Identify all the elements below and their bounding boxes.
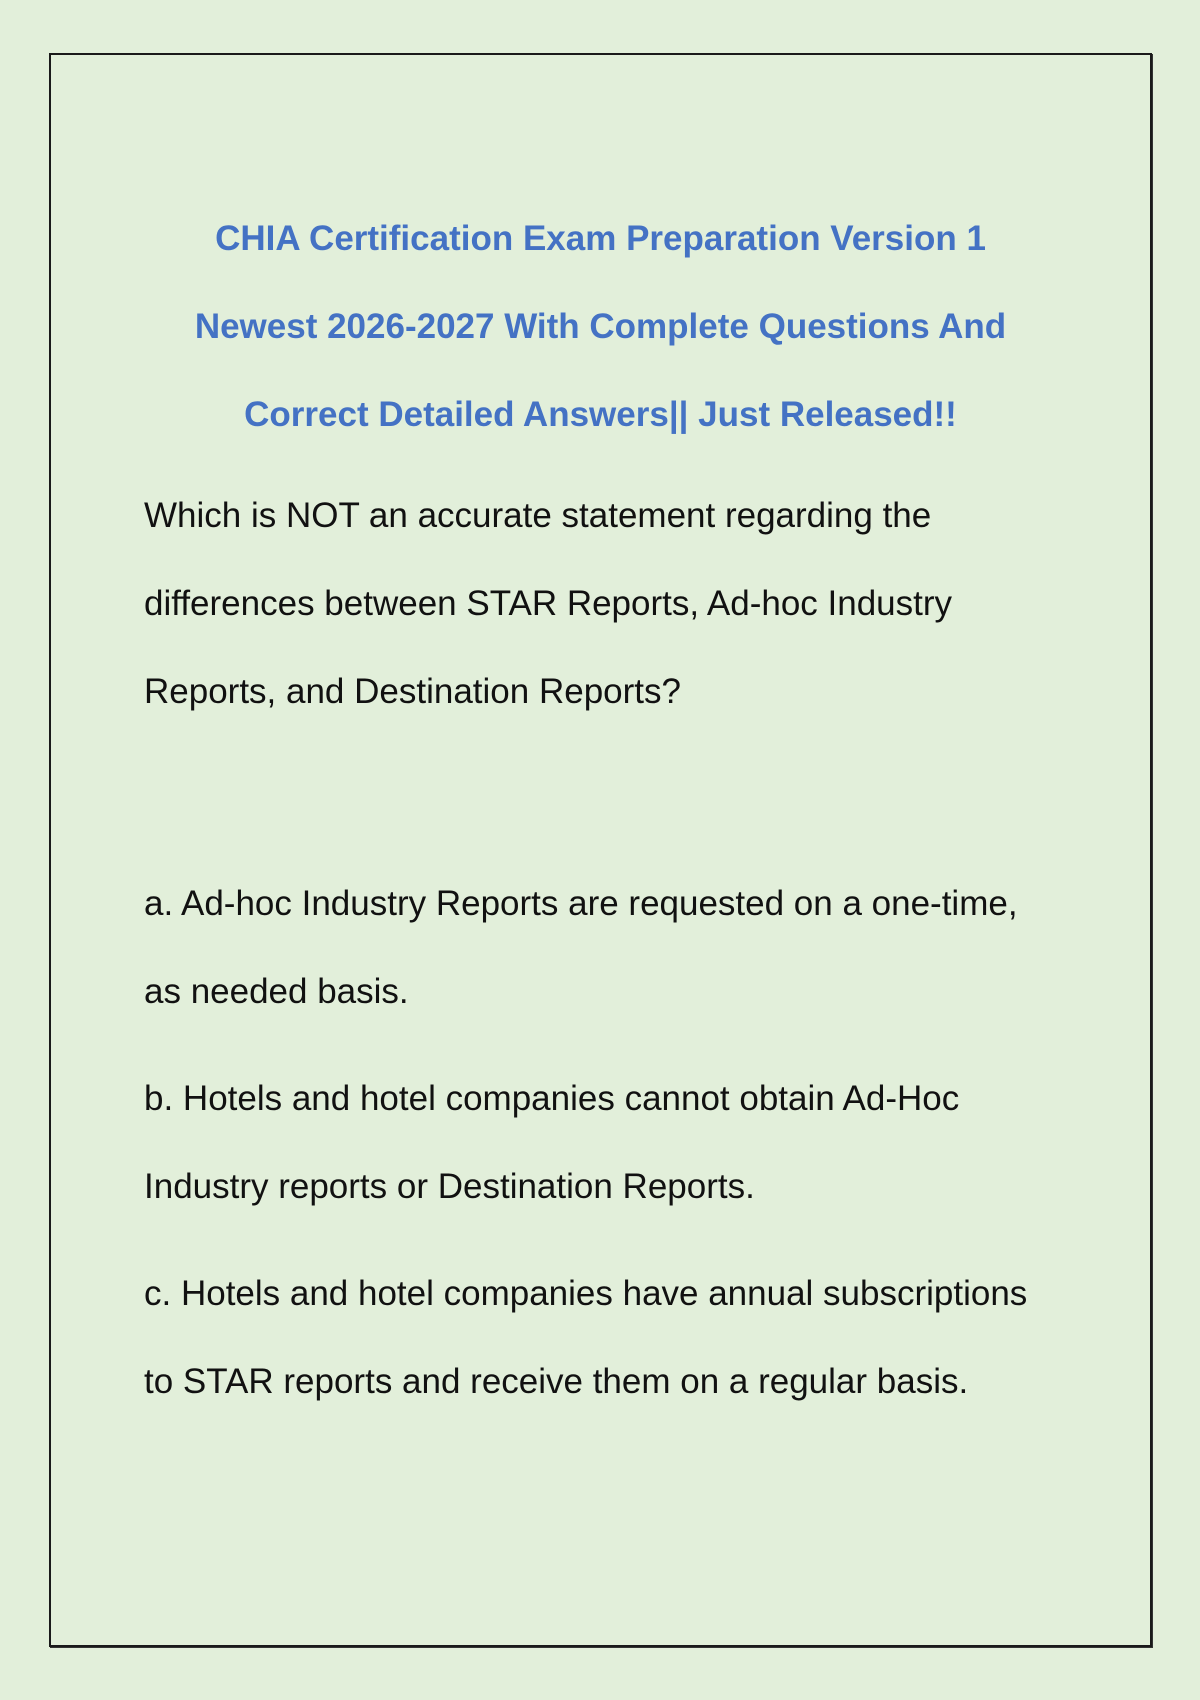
question-line: Reports, and Destination Reports? — [144, 672, 681, 711]
title-line: Newest 2026-2027 With Complete Questions And — [194, 307, 1007, 346]
question-line: Which is NOT an accurate statement regarding the — [144, 496, 932, 535]
option-line: Industry reports or Destination Reports. — [144, 1167, 755, 1206]
title-line: CHIA Certification Exam Preparation Version 1 — [215, 219, 986, 258]
document-page — [49, 53, 1152, 1647]
option-line: a. Ad-hoc Industry Reports are requested on a one-time, — [144, 884, 1018, 923]
question-line: differences between STAR Reports, Ad-hoc Industry — [144, 584, 953, 623]
option-line: as needed basis. — [144, 972, 409, 1011]
answer-option-a — [144, 860, 1110, 1036]
question-text — [144, 472, 1110, 736]
document-title — [51, 195, 1150, 459]
answer-option-b — [144, 1055, 1110, 1231]
option-line: c. Hotels and hotel companies have annual subscriptions — [144, 1274, 1028, 1313]
option-line: to STAR reports and receive them on a regular basis. — [144, 1362, 969, 1401]
answer-option-c — [144, 1250, 1110, 1426]
option-line: b. Hotels and hotel companies cannot obtain Ad-Hoc — [144, 1079, 960, 1118]
title-line: Correct Detailed Answers|| Just Released!! — [244, 395, 957, 434]
